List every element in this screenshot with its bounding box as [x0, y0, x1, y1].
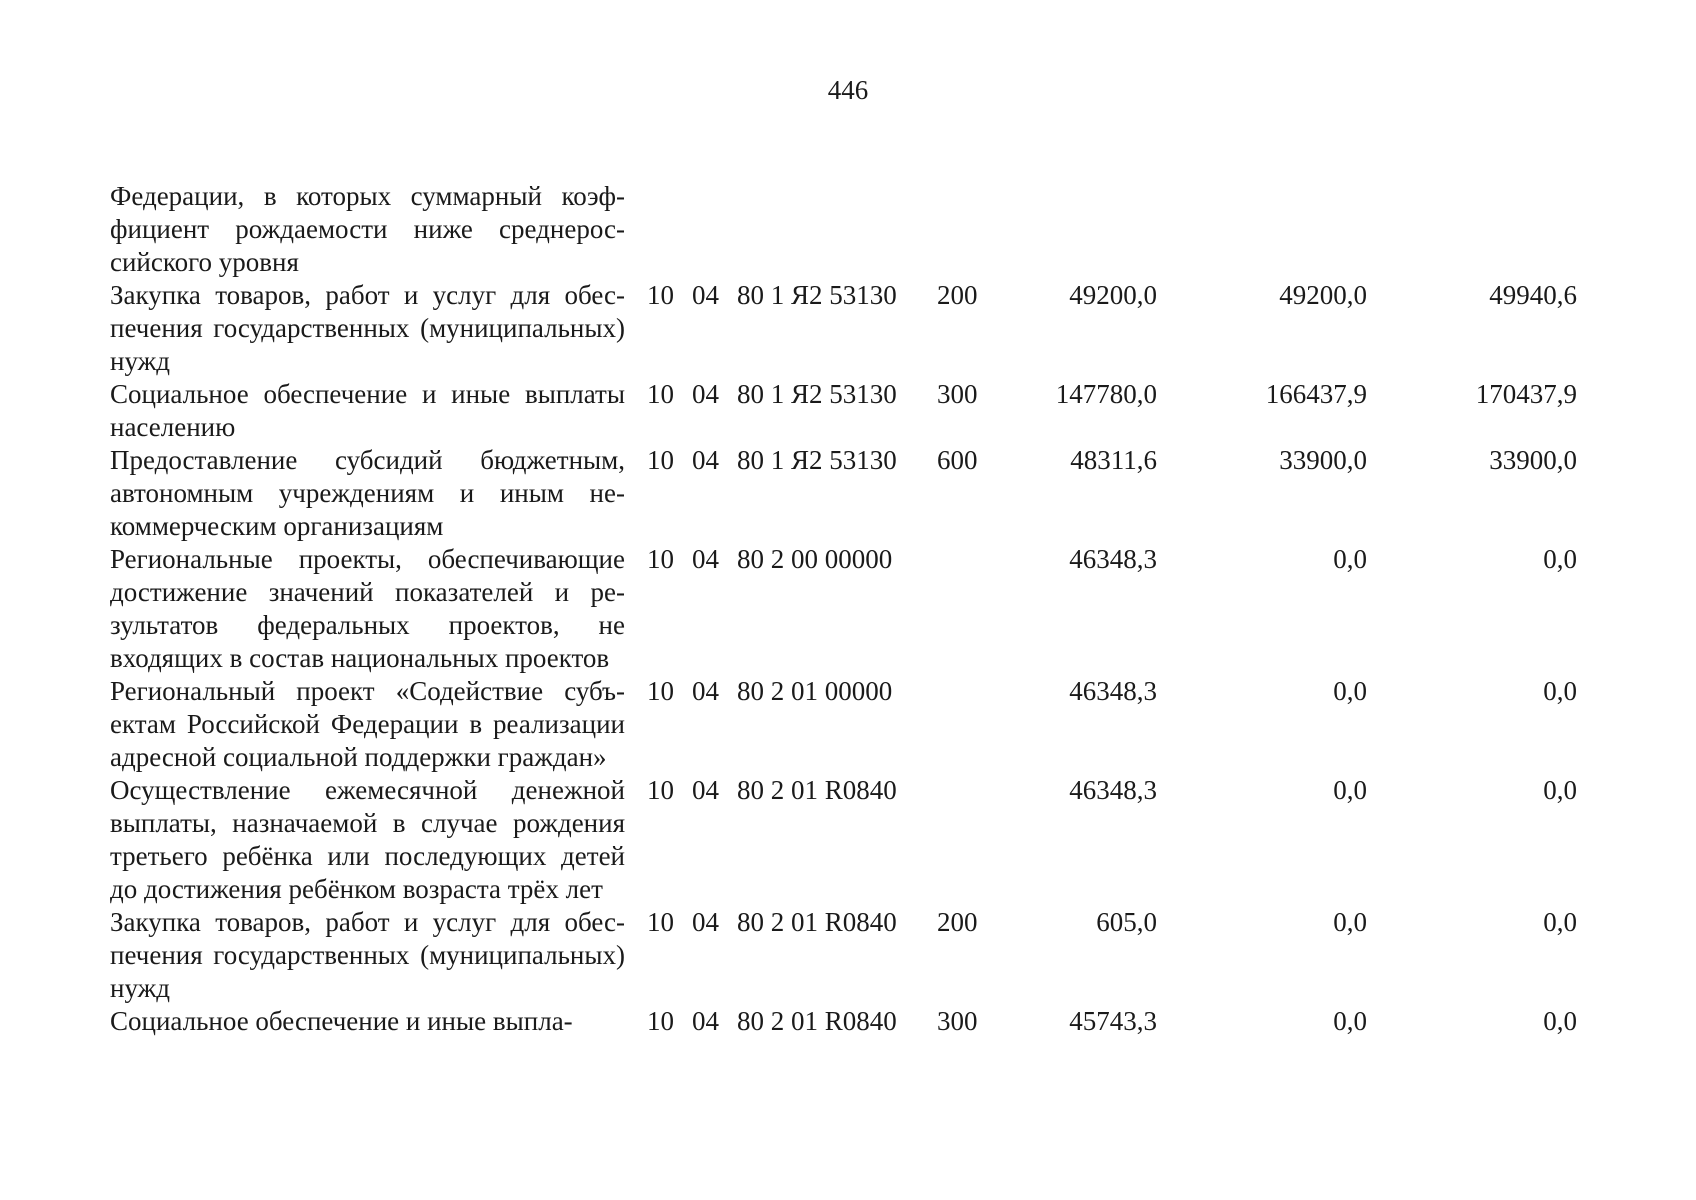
row-subsection: 04	[692, 280, 719, 310]
row-subsection: 04	[692, 907, 719, 937]
row-sum-1: 605,0	[1096, 907, 1157, 937]
row-expense-type	[937, 543, 1007, 675]
row-subsection: 04	[692, 445, 719, 475]
row-sum-1: 48311,6	[1070, 445, 1157, 475]
row-sum-2: 166437,9	[1265, 379, 1367, 409]
row-expense-type	[937, 774, 1007, 906]
row-section: 10	[647, 907, 674, 937]
row-expense-type: 600	[937, 445, 978, 475]
row-name: Закупка товаров, работ и услуг для обеспечения государственных (муниципальных) нужд	[110, 280, 625, 376]
row-target-article: 80 1 Я2 53130	[737, 280, 897, 310]
row-sum-3: 33900,0	[1489, 445, 1577, 475]
row-sum-3: 0,0	[1543, 1006, 1577, 1036]
row-section: 10	[647, 676, 674, 706]
budget-table	[110, 180, 1577, 1038]
row-expense-type: 200	[937, 907, 978, 937]
row-sum-2: 0,0	[1333, 676, 1367, 706]
row-expense-type: 200	[937, 280, 978, 310]
row-target-article: 80 1 Я2 53130	[737, 445, 897, 475]
row-name: Региональный проект «Содействие субъектам Российской Федерации в реализации адресной социальной поддержки граждан»	[110, 676, 625, 772]
row-expense-type	[937, 675, 1007, 774]
row-sum-3: 0,0	[1543, 775, 1577, 805]
table-row	[110, 1005, 1577, 1038]
row-sum-2: 49200,0	[1279, 280, 1367, 310]
row-target-article: 80 2 00 00000	[737, 544, 893, 574]
row-section: 10	[647, 1006, 674, 1036]
table-row	[110, 279, 1577, 378]
row-section: 10	[647, 544, 674, 574]
row-section: 10	[647, 379, 674, 409]
row-sum-2: 0,0	[1333, 544, 1367, 574]
row-subsection: 04	[692, 775, 719, 805]
row-subsection: 04	[692, 676, 719, 706]
page-number: 446	[827, 75, 869, 105]
row-sum-2: 0,0	[1333, 775, 1367, 805]
row-sum-3: 0,0	[1543, 544, 1577, 574]
row-subsection	[692, 180, 737, 279]
row-name: Федерации, в которых суммарный коэффициент рождаемости ниже среднероссийского уровня	[110, 181, 625, 277]
row-subsection: 04	[692, 544, 719, 574]
row-section: 10	[647, 280, 674, 310]
row-section	[625, 180, 692, 279]
row-target-article: 80 1 Я2 53130	[737, 379, 897, 409]
row-sum-1: 46348,3	[1069, 775, 1157, 805]
row-subsection: 04	[692, 379, 719, 409]
row-name: Осуществление ежемесячной денежной выплаты, назначаемой в случае рождения третьего ребёнка или последующих детей до достижения ребёнком возраста трёх лет	[110, 775, 625, 904]
row-sum-3: 49940,6	[1489, 280, 1577, 310]
table-row	[110, 180, 1577, 279]
row-sum-3: 170437,9	[1475, 379, 1577, 409]
row-section: 10	[647, 775, 674, 805]
row-sum-1: 46348,3	[1069, 676, 1157, 706]
row-name: Закупка товаров, работ и услуг для обеспечения государственных (муниципальных) нужд	[110, 907, 625, 1003]
row-sum-1: 49200,0	[1069, 280, 1157, 310]
table-row	[110, 543, 1577, 675]
table-row	[110, 774, 1577, 906]
row-sum-1: 46348,3	[1069, 544, 1157, 574]
row-target-article: 80 2 01 00000	[737, 676, 893, 706]
table-row	[110, 444, 1577, 543]
row-sum-1: 45743,3	[1069, 1006, 1157, 1036]
row-sum-2: 0,0	[1333, 1006, 1367, 1036]
row-target-article: 80 2 01 R0840	[737, 775, 897, 805]
row-sum-2: 33900,0	[1279, 445, 1367, 475]
row-expense-type: 300	[937, 379, 978, 409]
row-expense-type: 300	[937, 1006, 978, 1036]
table-row	[110, 675, 1577, 774]
row-sum-3: 0,0	[1543, 907, 1577, 937]
row-target-article: 80 2 01 R0840	[737, 907, 897, 937]
row-sum-1: 147780,0	[1055, 379, 1157, 409]
row-name: Социальное обеспечение и иные выплаты населению	[110, 379, 625, 442]
row-sum-2: 0,0	[1333, 907, 1367, 937]
row-name: Предоставление субсидий бюджетным, автономным учреждениям и иным некоммерческим организациям	[110, 445, 625, 541]
row-target-article: 80 2 01 R0840	[737, 1006, 897, 1036]
row-sum-3: 0,0	[1543, 676, 1577, 706]
row-sum-3	[1367, 180, 1577, 279]
table-row	[110, 906, 1577, 1005]
table-row	[110, 378, 1577, 444]
row-target-article	[737, 180, 937, 279]
row-name: Региональные проекты, обеспечивающие достижение значений показателей и результатов федеральных проектов, не входящих в состав национальных проектов	[110, 544, 625, 673]
row-sum-2	[1157, 180, 1367, 279]
row-expense-type	[937, 180, 1007, 279]
row-subsection: 04	[692, 1006, 719, 1036]
row-section: 10	[647, 445, 674, 475]
row-sum-1	[1007, 180, 1157, 279]
row-name: Социальное обеспечение и иные выпла-	[110, 1006, 573, 1036]
